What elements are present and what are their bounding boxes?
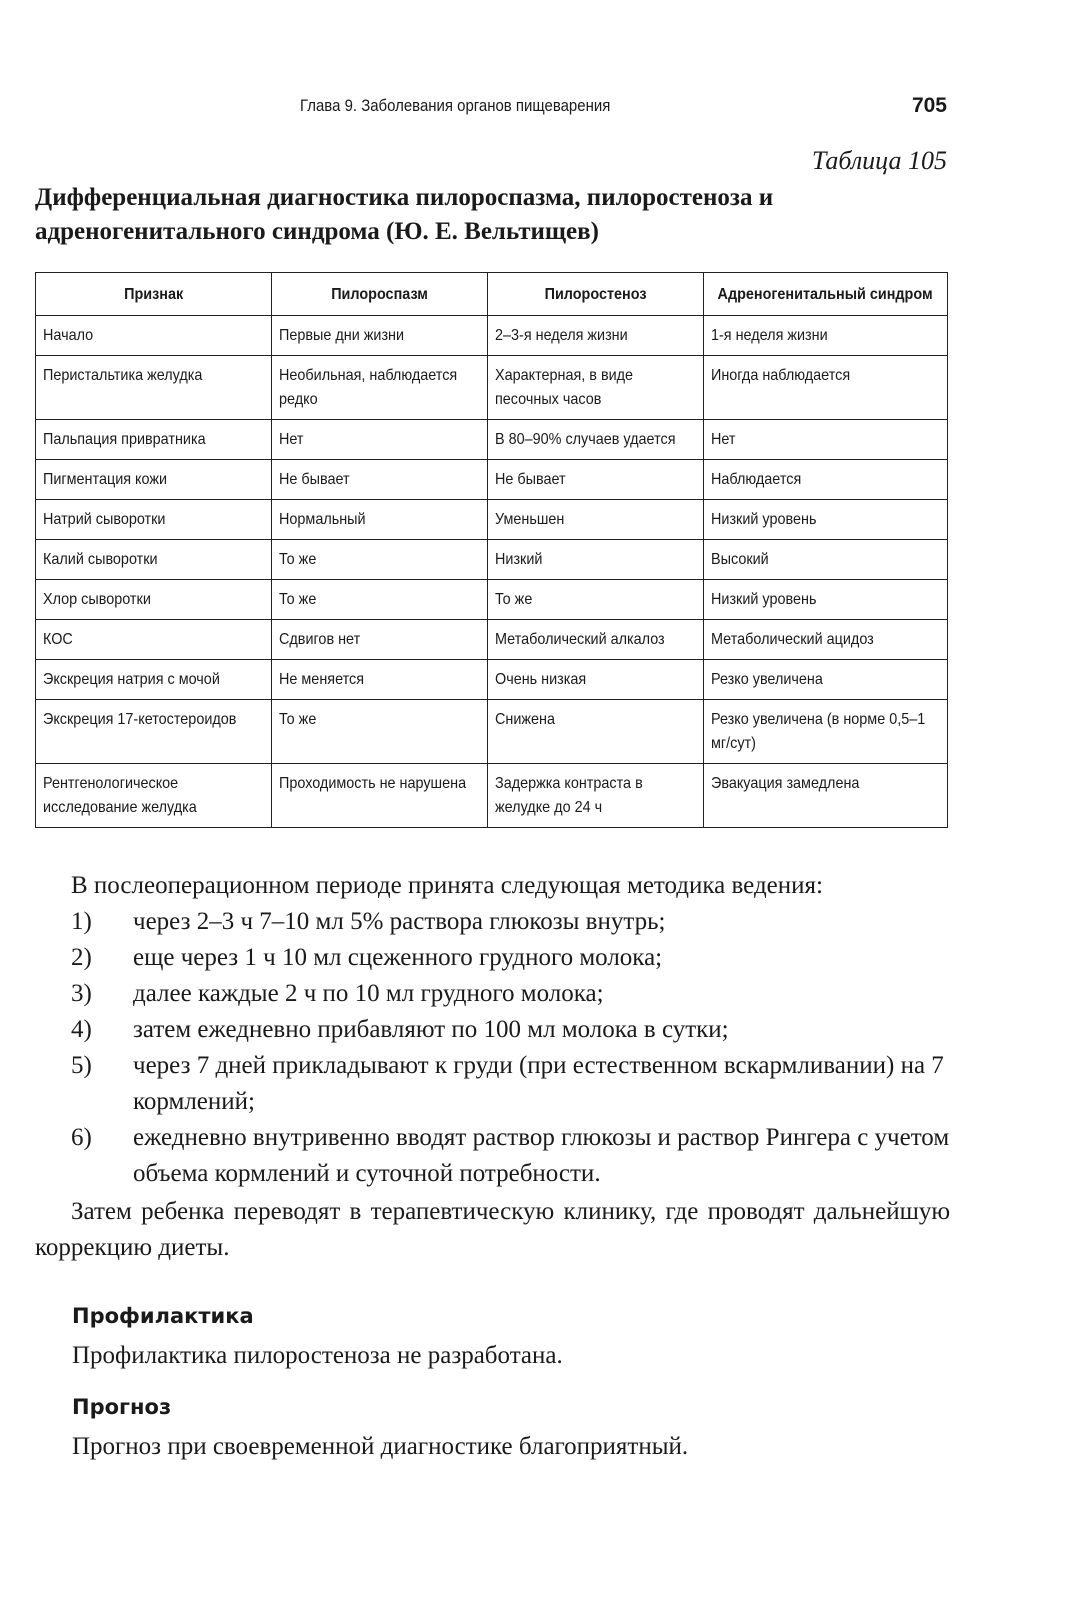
running-title: Глава 9. Заболевания органов пищеварения bbox=[300, 96, 611, 115]
list-item-number: 1) bbox=[71, 908, 92, 935]
table-cell: Очень низкая bbox=[488, 660, 704, 700]
table-cell: Не бывает bbox=[488, 460, 704, 500]
table-cell: Первые дни жизни bbox=[272, 316, 488, 356]
table-cell: Характерная, в виде песочных часов bbox=[488, 356, 704, 420]
table-cell: Низкий bbox=[488, 540, 704, 580]
list-item bbox=[71, 940, 950, 976]
table-cell: Сдвигов нет bbox=[272, 620, 488, 660]
table-row bbox=[36, 620, 948, 660]
table-cell: Проходимость не нарушена bbox=[272, 764, 488, 828]
table-cell: Необильная, наблюдается редко bbox=[272, 356, 488, 420]
table-title: Дифференциальная диагностика пилороспазма, пилоростеноза и адреногенитального синдрома (Ю. Е. Вельтищев) bbox=[35, 184, 774, 245]
table-cell: Эвакуация замедлена bbox=[704, 764, 948, 828]
table-cell: Снижена bbox=[488, 700, 704, 764]
list-item bbox=[71, 1048, 950, 1120]
table-cell: Натрий сыворотки bbox=[36, 500, 272, 540]
table-cell: В 80–90% случаев удается bbox=[488, 420, 704, 460]
table-cell: Экскреция 17-кетостероидов bbox=[36, 700, 272, 764]
list-item bbox=[71, 976, 950, 1012]
column-header: Признак bbox=[36, 273, 272, 316]
table-cell: Резко увеличена (в норме 0,5–1 мг/сут) bbox=[704, 700, 948, 764]
table-cell: Пигментация кожи bbox=[36, 460, 272, 500]
table-header-row bbox=[36, 273, 948, 316]
table-cell: То же bbox=[488, 580, 704, 620]
table-cell: 2–3-я неделя жизни bbox=[488, 316, 704, 356]
table-row bbox=[36, 660, 948, 700]
table-row bbox=[36, 356, 948, 420]
table-cell: Нет bbox=[704, 420, 948, 460]
list-item-number: 2) bbox=[71, 944, 92, 971]
table-cell: Нет bbox=[272, 420, 488, 460]
table-cell: Не бывает bbox=[272, 460, 488, 500]
list-item-text: затем ежедневно прибавляют по 100 мл молока в сутки; bbox=[133, 1016, 729, 1043]
table-cell: То же bbox=[272, 700, 488, 764]
table-cell: Задержка контраста в желудке до 24 ч bbox=[488, 764, 704, 828]
table-cell: Рентгенологическое исследование желудка bbox=[36, 764, 272, 828]
list-item-text: еще через 1 ч 10 мл сцеженного грудного молока; bbox=[133, 944, 663, 971]
table-row bbox=[36, 316, 948, 356]
feeding-steps-list bbox=[35, 904, 950, 1192]
table-cell: Пальпация привратника bbox=[36, 420, 272, 460]
table-row bbox=[36, 500, 948, 540]
page-number: 705 bbox=[911, 94, 947, 117]
list-item-number: 6) bbox=[71, 1124, 92, 1151]
prognosis-text: Прогноз при своевременной диагностике благоприятный. bbox=[72, 1433, 689, 1460]
list-item bbox=[71, 1012, 950, 1048]
table-row bbox=[36, 580, 948, 620]
table-cell: Экскреция натрия с мочой bbox=[36, 660, 272, 700]
table-cell: Низкий уровень bbox=[704, 580, 948, 620]
list-item-text: ежедневно внутривенно вводят раствор глюкозы и раствор Рингера с учетом объема кормлений и суточной потребности. bbox=[133, 1124, 950, 1187]
closing-paragraph: Затем ребенка переводят в терапевтическую клинику, где проводят дальнейшую коррекцию диеты. bbox=[35, 1198, 950, 1261]
table-row bbox=[36, 420, 948, 460]
column-header: Пилоростеноз bbox=[488, 273, 704, 316]
prevention-text: Профилактика пилоростеноза не разработана. bbox=[72, 1342, 563, 1369]
postoperative-section bbox=[35, 868, 950, 1266]
table-label: Таблица 105 bbox=[811, 146, 947, 175]
table-cell: Метаболический ацидоз bbox=[704, 620, 948, 660]
table-row bbox=[36, 460, 948, 500]
list-item-text: через 7 дней прикладывают к груди (при естественном вскармливании) на 7 кормлений; bbox=[133, 1052, 944, 1115]
column-header: Пилороспазм bbox=[272, 273, 488, 316]
list-item-number: 5) bbox=[71, 1052, 92, 1079]
table-cell: Начало bbox=[36, 316, 272, 356]
intro-paragraph: В послеоперационном периоде принята следующая методика ведения: bbox=[71, 872, 823, 899]
table-cell: Метаболический алкалоз bbox=[488, 620, 704, 660]
table-cell: Хлор сыворотки bbox=[36, 580, 272, 620]
table-cell: Уменьшен bbox=[488, 500, 704, 540]
list-item-text: через 2–3 ч 7–10 мл 5% раствора глюкозы внутрь; bbox=[133, 908, 666, 935]
column-header: Адреногенитальный синдром bbox=[704, 273, 948, 316]
table-row bbox=[36, 540, 948, 580]
table-cell: То же bbox=[272, 540, 488, 580]
diagnosis-table bbox=[35, 272, 948, 828]
list-item-number: 4) bbox=[71, 1016, 92, 1043]
table-cell: Наблюдается bbox=[704, 460, 948, 500]
list-item-text: далее каждые 2 ч по 10 мл грудного молока; bbox=[133, 980, 604, 1007]
table-cell: Резко увеличена bbox=[704, 660, 948, 700]
table-cell: Не меняется bbox=[272, 660, 488, 700]
table-row bbox=[36, 700, 948, 764]
table-cell: То же bbox=[272, 580, 488, 620]
list-item-number: 3) bbox=[71, 980, 92, 1007]
table-cell: Нормальный bbox=[272, 500, 488, 540]
table-cell: Низкий уровень bbox=[704, 500, 948, 540]
table-cell: КОС bbox=[36, 620, 272, 660]
table-cell: 1-я неделя жизни bbox=[704, 316, 948, 356]
table-row bbox=[36, 764, 948, 828]
prevention-heading: Профилактика bbox=[72, 1304, 254, 1328]
table-cell: Высокий bbox=[704, 540, 948, 580]
list-item bbox=[71, 1120, 950, 1192]
table-cell: Перистальтика желудка bbox=[36, 356, 272, 420]
list-item bbox=[71, 904, 950, 940]
table-cell: Калий сыворотки bbox=[36, 540, 272, 580]
table-cell: Иногда наблюдается bbox=[704, 356, 948, 420]
prognosis-heading: Прогноз bbox=[72, 1395, 172, 1419]
